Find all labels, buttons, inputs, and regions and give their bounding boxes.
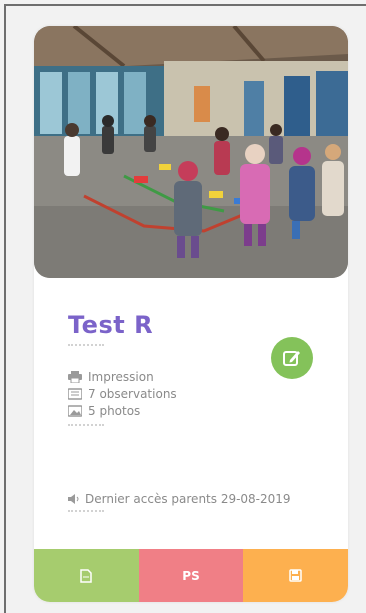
document-icon — [80, 569, 92, 583]
last-access — [68, 492, 291, 506]
speaker-icon — [68, 494, 80, 504]
image-icon — [68, 405, 82, 417]
printer-icon — [68, 371, 82, 383]
class-photo-image — [34, 26, 348, 278]
pdf-button[interactable] — [34, 549, 139, 602]
class-level-label: PS — [182, 568, 200, 583]
meta-impression[interactable] — [68, 370, 154, 384]
title-divider — [68, 344, 104, 349]
observations-count: 7 observations — [88, 387, 177, 401]
meta-observations — [68, 387, 177, 401]
class-level-button[interactable] — [139, 549, 244, 602]
card-title[interactable]: Test R — [68, 311, 154, 339]
meta-photos — [68, 404, 140, 418]
floppy-disk-icon — [289, 569, 302, 582]
access-divider — [68, 510, 104, 515]
save-button[interactable] — [243, 549, 348, 602]
card-footer — [34, 549, 348, 602]
class-photo[interactable] — [34, 26, 348, 278]
meta-divider — [68, 424, 104, 429]
notebook-icon — [68, 388, 82, 400]
edit-button[interactable] — [271, 337, 313, 379]
photos-count: 5 photos — [88, 404, 141, 418]
class-card — [34, 26, 348, 602]
pencil-square-icon — [282, 348, 302, 368]
impression-label: Impression — [88, 370, 154, 384]
last-access-text: Dernier accès parents 29-08-2019 — [85, 492, 291, 506]
